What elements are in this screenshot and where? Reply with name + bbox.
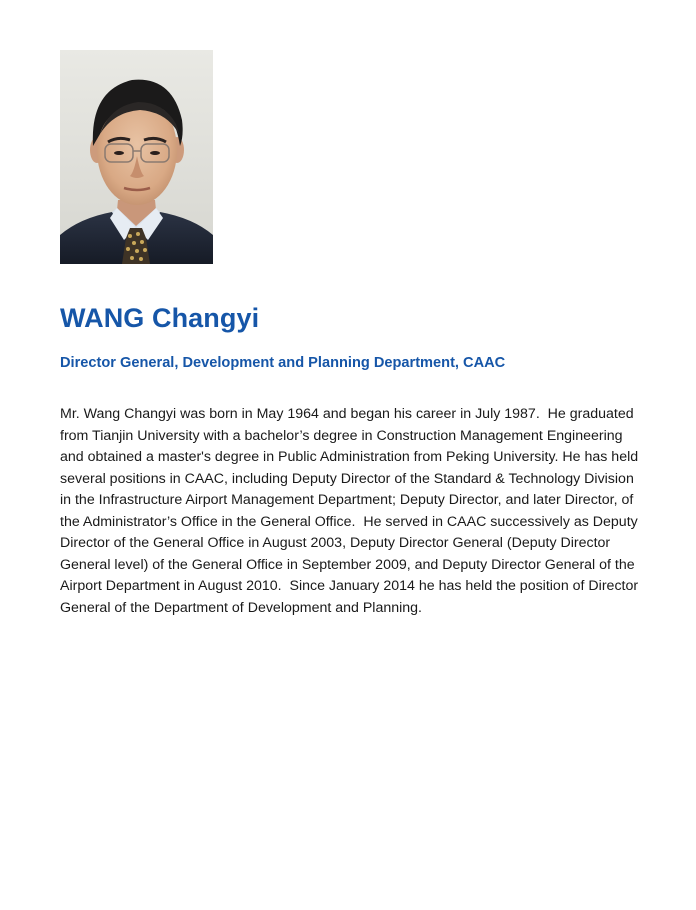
bio-line: General level) of the General Office in September 2009, and Deputy Director General of the [60, 556, 635, 573]
bio-line: Airport Department in August 2010. Since January 2014 he has held the position of Director [60, 578, 639, 594]
bio-line: the Administrator’s Office in the General Office. He served in CAAC successively as Deputy [60, 513, 638, 530]
bio-line: General of the Department of Development and Planning. [60, 599, 423, 616]
bio-line: in the Infrastructure Airport Management Department; Deputy Director, and later Director, of [60, 492, 634, 508]
biography [60, 404, 640, 619]
portrait-photo [60, 50, 213, 264]
bio-line: several positions in CAAC, including Deputy Director of the Standard & Technology Division [60, 470, 634, 487]
person-name: WANG Changyi [60, 303, 260, 333]
bio-line: Director of the General Office in August 2003, Deputy Director General (Deputy Director [60, 535, 611, 551]
bio-line: Mr. Wang Changyi was born in May 1964 and began his career in July 1987. He graduated [60, 406, 634, 422]
person-title: Director General, Development and Planning Department, CAAC [60, 355, 506, 371]
bio-line: from Tianjin University with a bachelor’s degree in Construction Management Engineering [60, 427, 623, 444]
bio-line: and obtained a master's degree in Public Administration from Peking University. He has held [60, 449, 639, 465]
